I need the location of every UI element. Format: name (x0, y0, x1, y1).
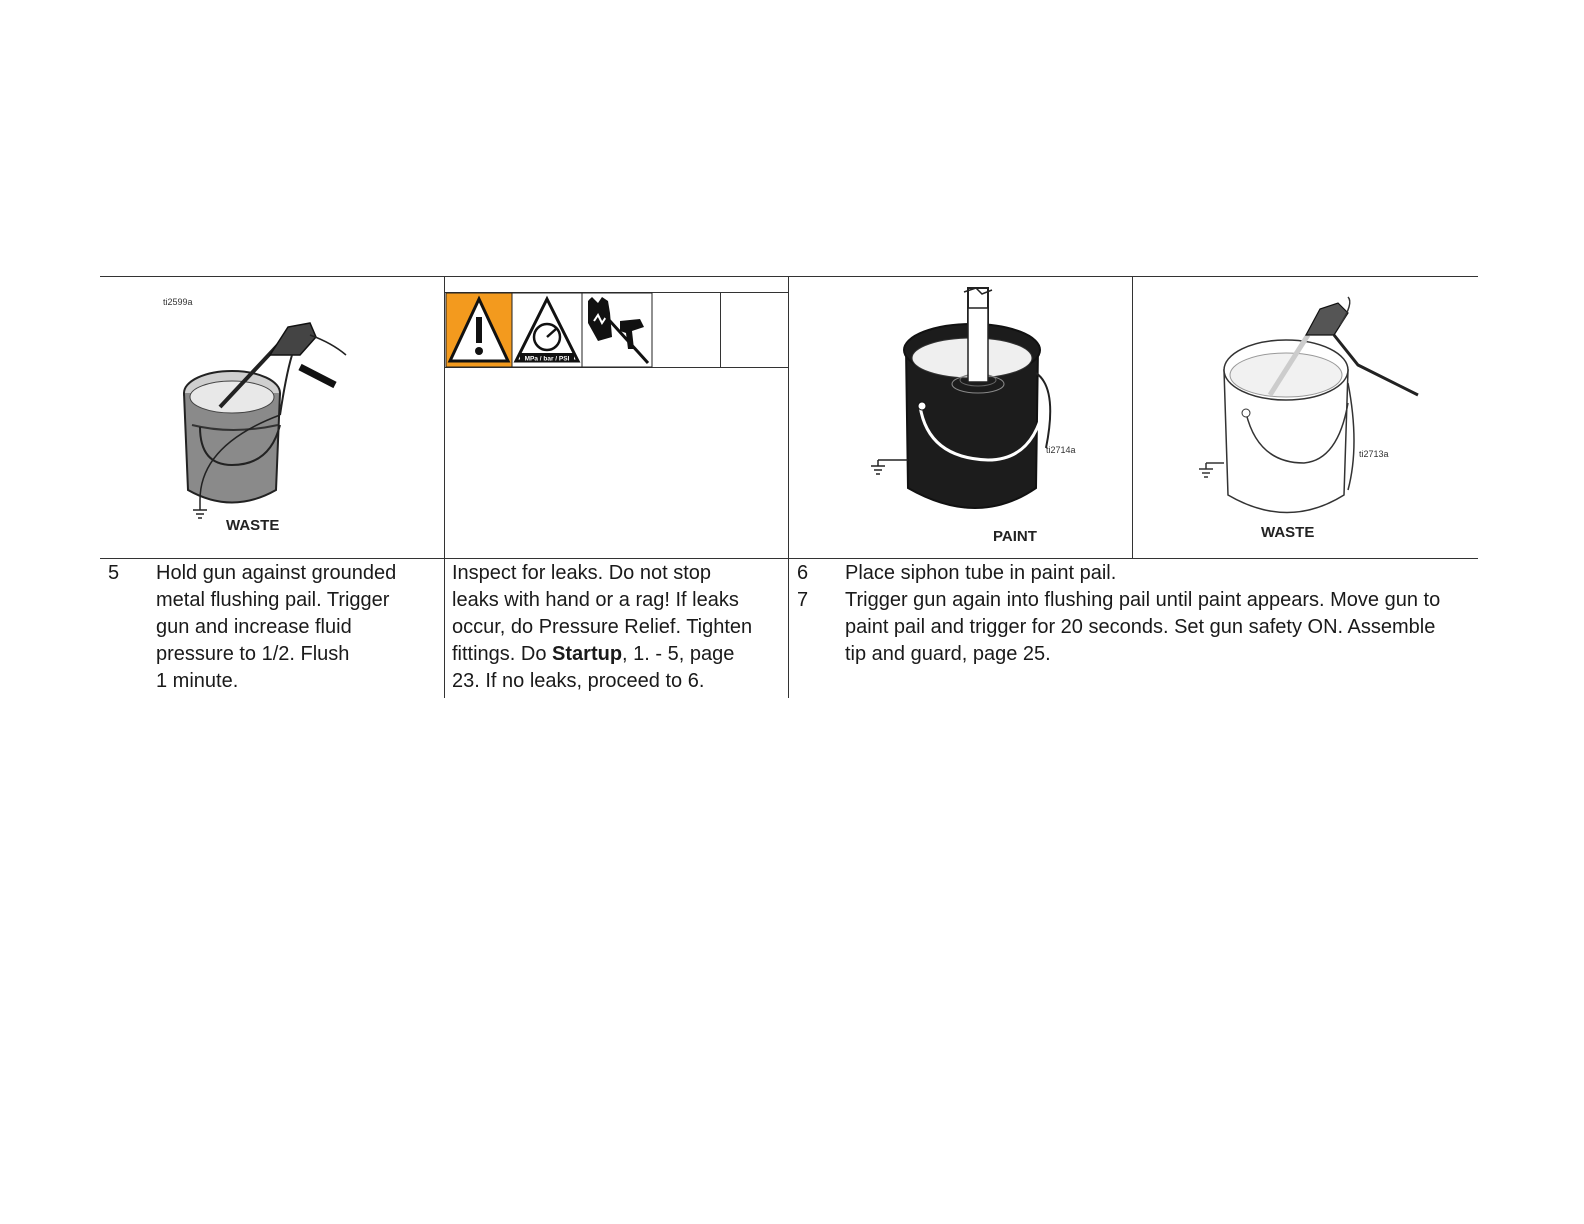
inspect-line: Inspect for leaks. Do not stop (452, 562, 712, 584)
inspect-line (452, 641, 786, 668)
step-5-line: metal flushing pail. Trigger (156, 589, 390, 611)
figure-id-3: ti2714a (1046, 445, 1076, 455)
inspect-line-pre: fittings. Do (452, 643, 553, 665)
figure-label-waste-1: WASTE (226, 517, 280, 534)
col-divider-3 (1132, 276, 1133, 558)
no-hand-spray-icon (582, 293, 652, 367)
inspect-line: leaks with hand or a rag! If leaks (452, 589, 739, 611)
step-7-line: tip and guard, page 25. (845, 643, 1051, 665)
inspect-leaks-text (452, 560, 786, 695)
step-5-line: gun and increase fluid (156, 616, 352, 638)
pressure-gauge-units: MPa / bar / PSI (524, 355, 570, 363)
inspect-line: occur, do Pressure Relief. Tighten (452, 616, 753, 638)
figure-label-waste-2: WASTE (1261, 524, 1315, 541)
step-6-text: Place siphon tube in paint pail. (845, 562, 1117, 584)
step-5-line: 1 minute. (156, 670, 239, 692)
figure-label-paint: PAINT (993, 528, 1037, 545)
table-mid-rule (100, 558, 1478, 559)
step-5-line: pressure to 1/2. Flush (156, 643, 350, 665)
figure-id-1: ti2599a (163, 297, 193, 307)
inspect-line: 23. If no leaks, proceed to 6. (452, 670, 705, 692)
col-divider-1 (444, 276, 445, 698)
flushing-pail-figure (160, 315, 360, 525)
step-5-text (156, 560, 441, 695)
waste-pail-figure (1188, 295, 1428, 527)
paint-pail-figure (868, 288, 1068, 523)
startup-reference: Startup (552, 643, 623, 665)
step-7-number: 7 (797, 589, 809, 611)
step-7-line: paint pail and trigger for 20 seconds. Set gun safety ON. Assemble (845, 616, 1436, 638)
warning-triangle-icon (446, 293, 512, 367)
step-6-number: 6 (797, 562, 809, 584)
pressure-gauge-icon (512, 293, 582, 367)
step-5-number: 5 (108, 562, 120, 584)
inspect-line-post: , 1. - 5, page (622, 643, 735, 665)
step-7-text (845, 587, 1475, 668)
step-5-line: Hold gun against grounded (156, 562, 397, 584)
table-top-rule (100, 276, 1478, 277)
figure-id-4: ti2713a (1359, 449, 1389, 459)
step-7-line: Trigger gun again into flushing pail until paint appears. Move gun to (845, 589, 1441, 611)
icon-strip-divider (720, 292, 721, 367)
col-divider-2 (788, 276, 789, 698)
